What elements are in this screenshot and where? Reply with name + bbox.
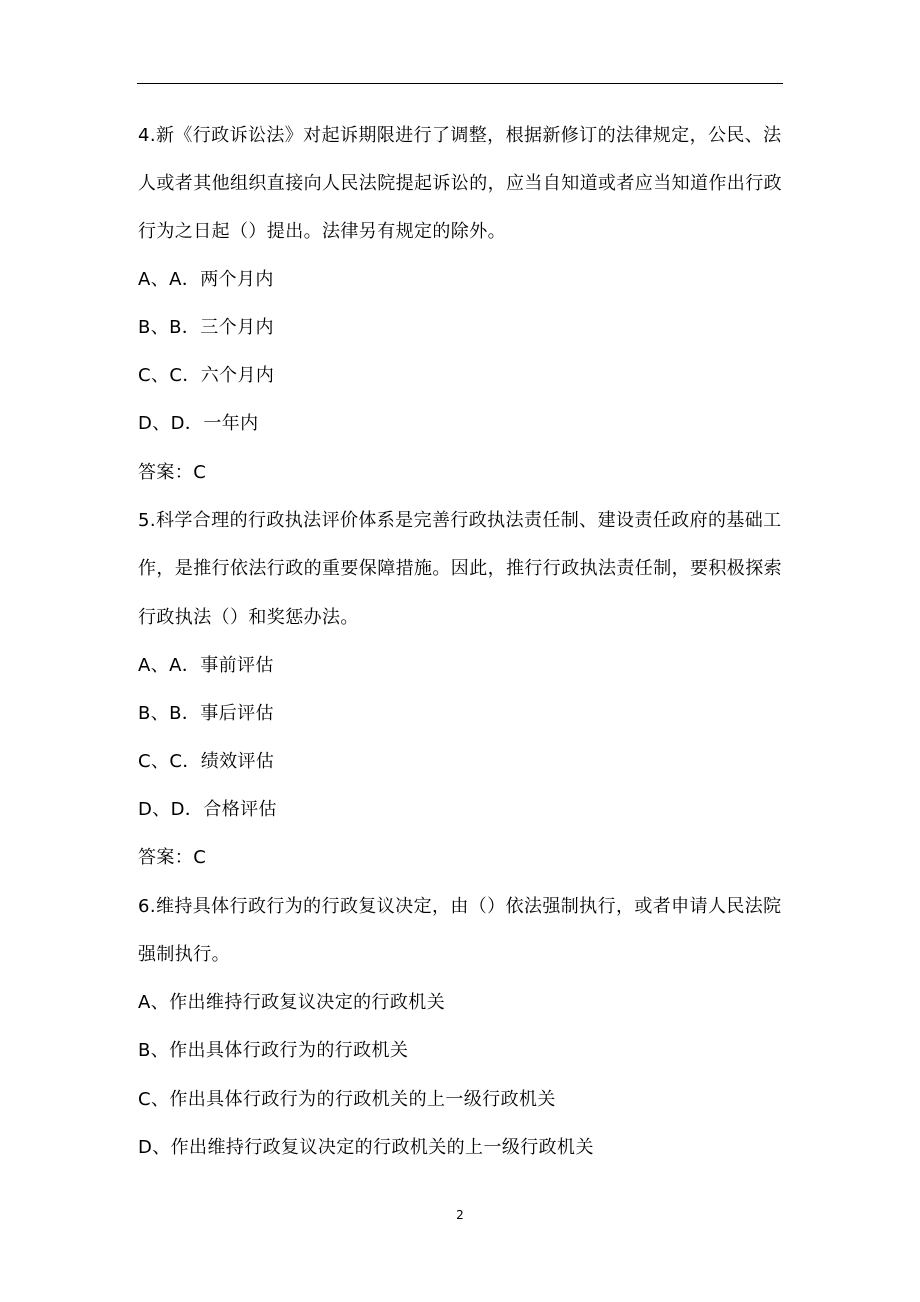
question-6-option-b: B、作出具体行政行为的行政机关 <box>138 1040 409 1061</box>
question-4-stem-line-2: 人或者其他组织直接向人民法院提起诉讼的，应当自知道或者应当知道作出行政 <box>138 173 782 194</box>
question-5-option-a: A、A．事前评估 <box>138 655 274 676</box>
question-6-option-a: A、作出维持行政复议决定的行政机关 <box>138 992 446 1013</box>
question-4-option-b: B、B．三个月内 <box>138 317 274 338</box>
question-6-stem-line-1: 6.维持具体行政行为的行政复议决定，由（）依法强制执行，或者申请人民法院 <box>138 896 782 917</box>
question-4-option-a: A、A．两个月内 <box>138 269 274 290</box>
header-rule <box>137 83 783 84</box>
question-5-option-d: D、D．合格评估 <box>138 799 277 820</box>
question-5-stem-line-2: 作，是推行依法行政的重要保障措施。因此，推行行政执法责任制，要积极探索 <box>138 558 782 579</box>
question-6-stem-line-2: 强制执行。 <box>138 944 230 965</box>
question-4-option-c: C、C．六个月内 <box>138 365 275 386</box>
question-5-stem-line-3: 行政执法（）和奖惩办法。 <box>138 607 359 628</box>
page-number: 2 <box>456 1208 464 1222</box>
question-5-answer: 答案：C <box>138 847 207 868</box>
question-4-stem-line-3: 行为之日起（）提出。法律另有规定的除外。 <box>138 221 506 242</box>
question-4-answer: 答案：C <box>138 462 207 483</box>
question-4-option-d: D、D．一年内 <box>138 413 259 434</box>
question-5-stem-line-1: 5.科学合理的行政执法评价体系是完善行政执法责任制、建设责任政府的基础工 <box>138 510 782 531</box>
question-6-option-c: C、作出具体行政行为的行政机关的上一级行政机关 <box>138 1089 556 1110</box>
question-5-option-b: B、B．事后评估 <box>138 703 274 724</box>
question-6-option-d: D、作出维持行政复议决定的行政机关的上一级行政机关 <box>138 1137 594 1158</box>
question-4-stem-line-1: 4.新《行政诉讼法》对起诉期限进行了调整，根据新修订的法律规定，公民、法 <box>138 125 782 146</box>
question-5-option-c: C、C．绩效评估 <box>138 751 275 772</box>
